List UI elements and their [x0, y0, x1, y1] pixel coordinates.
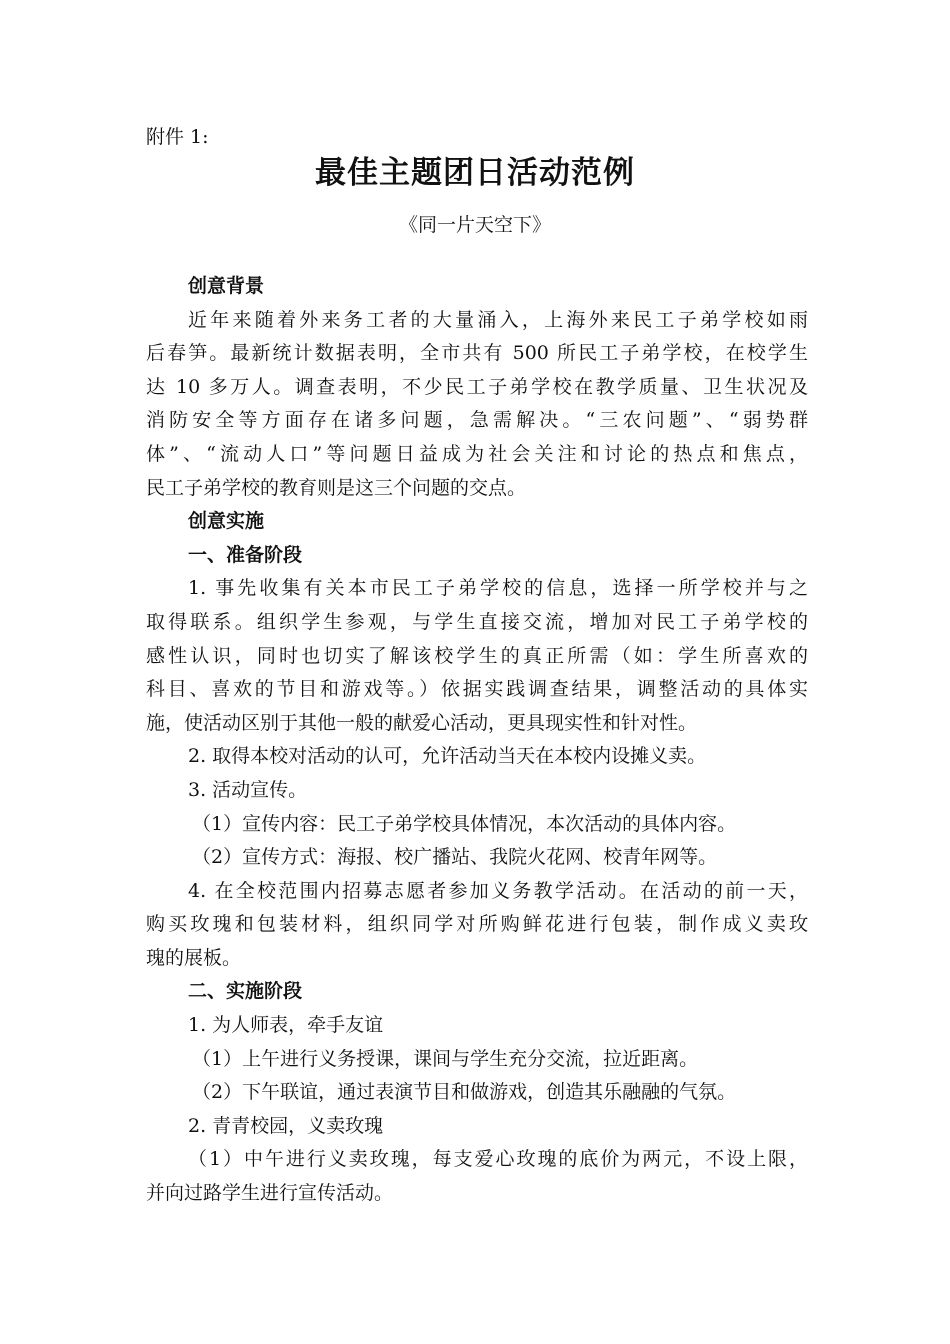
- paragraph-line: 瑰的展板。: [146, 946, 242, 969]
- list-item: 1. 为人师表，牵手友谊: [188, 1014, 384, 1037]
- section-heading-implementation: 创意实施: [188, 510, 265, 533]
- document-body: [146, 270, 808, 1211]
- sub-list-item: （2）宣传方式：海报、校广播站、我院火花网、校青年网等。: [192, 846, 718, 869]
- paragraph-line: 后春笋。最新统计数据表明，全市共有 500 所民工子弟学校，在校学生: [146, 342, 808, 365]
- paragraph-line: 并向过路学生进行宣传活动。: [146, 1182, 394, 1205]
- sub-list-item: （2）下午联谊，通过表演节目和做游戏，创造其乐融融的气氛。: [192, 1081, 737, 1104]
- section-heading-background: 创意背景: [188, 275, 265, 297]
- paragraph-line: 消防安全等方面存在诸多问题，急需解决。“三农问题”、“弱势群: [146, 409, 808, 432]
- paragraph-line: 科目、喜欢的节目和游戏等。）依据实践调查结果，调整活动的具体实: [146, 678, 808, 701]
- paragraph-line: 施，使活动区别于其他一般的献爱心活动，更具现实性和针对性。: [146, 711, 698, 734]
- section-heading-execution: 二、实施阶段: [188, 980, 303, 1003]
- sub-list-item: （1）宣传内容：民工子弟学校具体情况，本次活动的具体内容。: [192, 812, 737, 835]
- list-item: 2. 青青校园，义卖玫瑰: [188, 1114, 384, 1137]
- list-item: 2. 取得本校对活动的认可，允许活动当天在本校内设摊义卖。: [188, 745, 707, 768]
- paragraph-line: 体”、“流动人口”等问题日益成为社会关注和讨论的热点和焦点，: [146, 442, 808, 465]
- sub-list-item: （1）上午进行义务授课，课间与学生充分交流，拉近距离。: [192, 1047, 699, 1070]
- paragraph-line: 近年来随着外来务工者的大量涌入，上海外来民工子弟学校如雨: [188, 308, 808, 331]
- paragraph-line: 1. 事先收集有关本市民工子弟学校的信息，选择一所学校并与之: [188, 577, 808, 600]
- paragraph-line: 取得联系。组织学生参观，与学生直接交流，增加对民工子弟学校的: [146, 610, 808, 633]
- paragraph-line: 感性认识，同时也切实了解该校学生的真正所需（如：学生所喜欢的: [146, 644, 808, 667]
- annex-label: 附件 1:: [146, 126, 209, 148]
- document-subtitle: 《同一片天空下》: [398, 214, 551, 236]
- paragraph-line: 购买玫瑰和包装材料，组织同学对所购鲜花进行包装，制作成义卖玫: [146, 913, 808, 936]
- paragraph-line: （1）中午进行义卖玫瑰，每支爱心玫瑰的底价为两元，不设上限，: [188, 1148, 808, 1171]
- section-heading-preparation: 一、准备阶段: [188, 543, 303, 566]
- list-item: 3. 活动宣传。: [188, 778, 308, 801]
- paragraph-line: 4. 在全校范围内招募志愿者参加义务教学活动。在活动的前一天，: [188, 879, 808, 902]
- paragraph-line: 民工子弟学校的教育则是这三个问题的交点。: [146, 476, 527, 499]
- document-title: 最佳主题团日活动范例: [315, 155, 635, 191]
- paragraph-line: 达 10 多万人。调查表明，不少民工子弟学校在教学质量、卫生状况及: [146, 375, 808, 398]
